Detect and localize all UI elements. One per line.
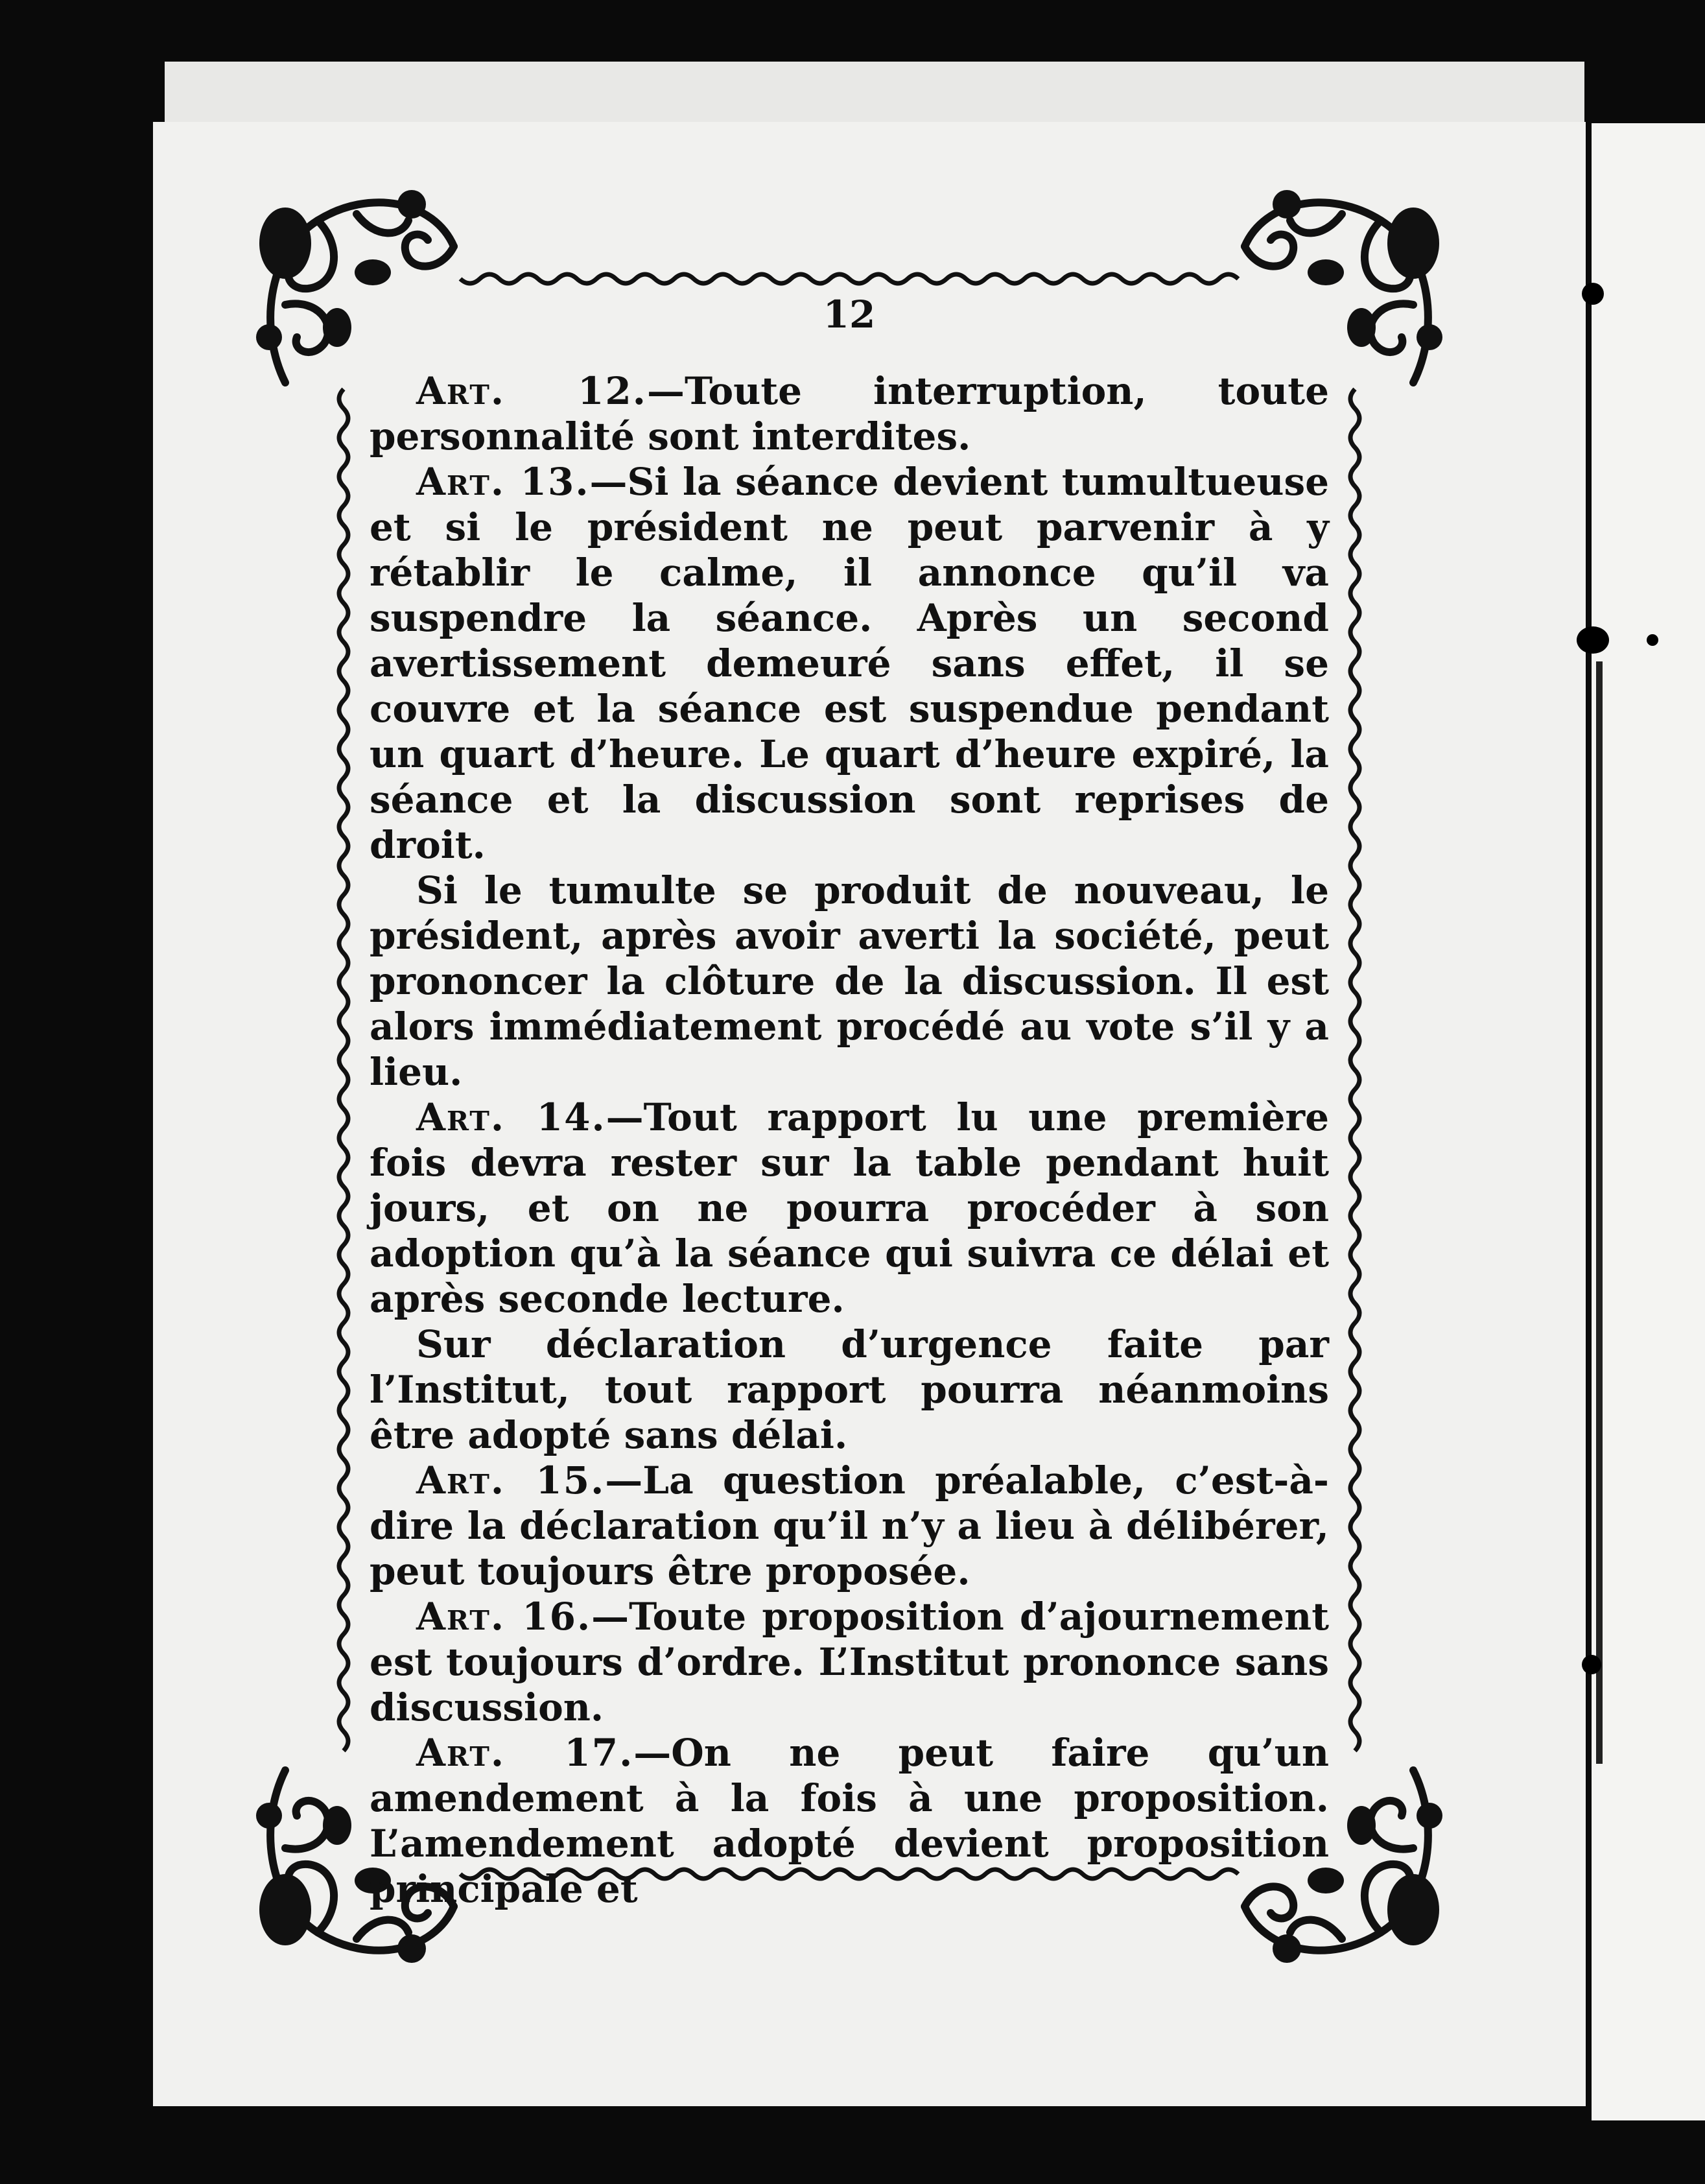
article-text: —La question préalable, c’est-à-dire la déclaration qu’il n’y a lieu à délibérer, peut toujours être proposée. — [370, 1458, 1329, 1593]
article-text: —Toute proposition d’ajournement est toujours d’ordre. L’Institut prononce sans discussion. — [370, 1595, 1330, 1729]
article-label: Art. 14. — [416, 1095, 606, 1139]
article-paragraph — [370, 1730, 1329, 1912]
article-label: Art. 13. — [416, 460, 590, 504]
article-paragraph — [370, 868, 1329, 1095]
ink-spot — [1582, 283, 1604, 305]
article-text: —Si la séance devient tumultueuse et si le président ne peut parvenir à y rétablir le calme, il annonce qu’il va suspendre la séance. Après un second avertissement demeuré sans effet, il se couvre et la séance est suspendue pendant un quart d’heure. Le quart d’heure expiré, la séance et la discussion sont reprises de droit. — [370, 460, 1329, 867]
page-text — [370, 292, 1329, 1912]
article-text: Si le tumulte se produit de nouveau, le président, après avoir averti la société, peut prononcer la clôture de la discussion. Il est alors immédiatement procédé au vote s’il y a lieu. — [370, 868, 1329, 1094]
article-label: Art. 12. — [416, 369, 647, 413]
article-text: —Toute interruption, toute personnalité sont interdites. — [370, 369, 1329, 458]
article-text: —On ne peut faire qu’un amendement à la fois à une proposition. L’amendement adopté devient proposition principale et — [370, 1731, 1329, 1911]
page-number: 12 — [823, 292, 876, 337]
article-label: Art. 16. — [416, 1595, 592, 1639]
article-label: Art. 15. — [416, 1458, 606, 1502]
binding-shadow-line — [1596, 661, 1603, 1764]
article-paragraph — [370, 368, 1329, 459]
article-list — [370, 368, 1329, 1912]
article-text: —Tout rapport lu une première fois devra rester sur la table pendant huit jours, et on ne pourra procéder à son adoption qu’à la séance qui suivra ce délai et après seconde lecture. — [370, 1095, 1329, 1321]
article-paragraph — [370, 1322, 1329, 1458]
ink-spot — [1582, 1655, 1601, 1674]
article-text: Sur déclaration d’urgence faite par l’Institut, tout rapport pourra néanmoins être adopté sans délai. — [370, 1322, 1329, 1457]
ink-spot — [1577, 626, 1609, 654]
ink-spot — [1647, 634, 1658, 646]
facing-page-strip — [1592, 123, 1705, 2120]
article-paragraph — [370, 459, 1329, 868]
article-paragraph — [370, 1095, 1329, 1322]
article-paragraph — [370, 1458, 1329, 1594]
article-paragraph — [370, 1594, 1329, 1730]
article-label: Art. 17. — [416, 1731, 634, 1775]
